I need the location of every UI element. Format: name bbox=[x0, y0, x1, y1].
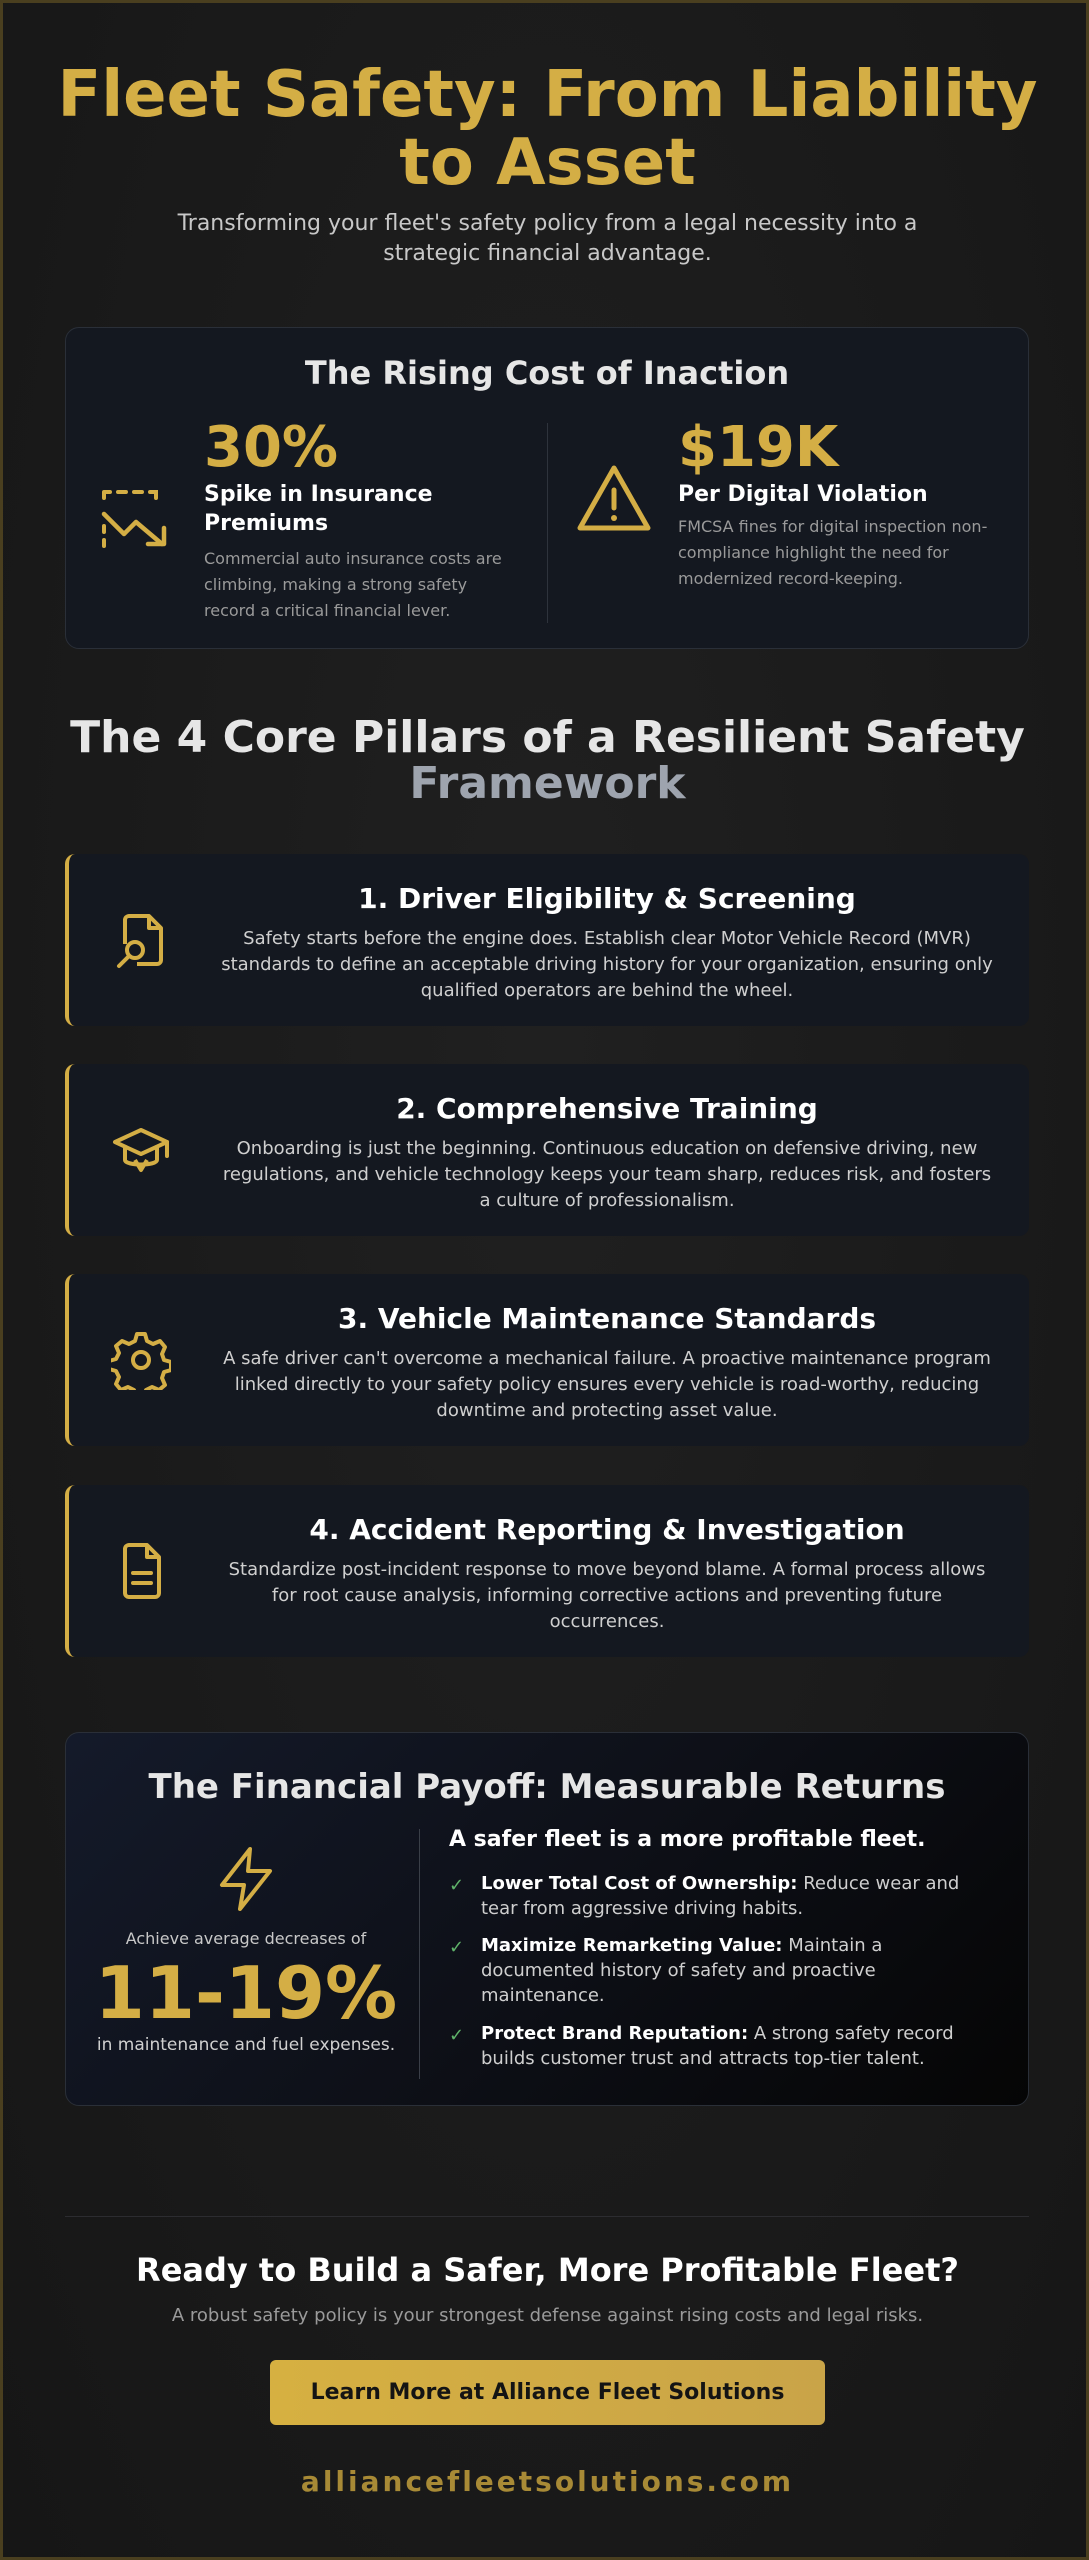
benefit-text-line2: documented history of safety and proactive bbox=[481, 1960, 876, 1981]
pillar-title: 3. Vehicle Maintenance Standards bbox=[337, 1302, 877, 1335]
pillar-desc bbox=[217, 1557, 997, 1635]
benefit-item bbox=[449, 2021, 989, 2071]
graduation-cap-icon bbox=[111, 1120, 171, 1180]
file-search-icon bbox=[111, 910, 171, 970]
benefit-bold: Lower Total Cost of Ownership: bbox=[481, 1873, 798, 1894]
stat-desc-insurance-line1: Commercial auto insurance costs are bbox=[204, 549, 502, 568]
stat-label-insurance bbox=[204, 480, 433, 538]
pillar-desc-line1: Standardize post-incident response to move beyond blame. A formal process allows bbox=[228, 1559, 986, 1580]
hero-title bbox=[43, 58, 1052, 200]
benefit-text-line3: maintenance. bbox=[481, 1985, 605, 2006]
pillar-desc-line3: qualified operators are behind the wheel. bbox=[420, 980, 794, 1001]
benefit-text-line1: A strong safety record bbox=[748, 2023, 954, 2044]
pillar-maintenance bbox=[65, 1274, 1029, 1446]
stat-label-violation: Per Digital Violation bbox=[678, 482, 928, 507]
pillar-title: 2. Comprehensive Training bbox=[396, 1092, 818, 1125]
pillars-title-line2: Framework bbox=[409, 758, 686, 809]
pillar-desc bbox=[217, 1346, 997, 1424]
cta-subtitle: A robust safety policy is your strongest defense against rising costs and legal risks. bbox=[171, 2305, 924, 2326]
pillar-desc-line2: standards to define an acceptable driving history for your organization, ensuring only bbox=[221, 954, 993, 975]
cost-of-inaction-card bbox=[65, 327, 1029, 649]
stat-desc-insurance bbox=[204, 546, 502, 624]
pillars-title bbox=[43, 712, 1052, 809]
benefit-text-line2: builds customer trust and attracts top-tier talent. bbox=[481, 2048, 925, 2069]
pillar-desc-line1: Safety starts before the engine does. Establish clear Motor Vehicle Record (MVR) bbox=[243, 928, 971, 949]
financial-payoff-card bbox=[65, 1732, 1029, 2106]
stat-value-insurance: 30% bbox=[204, 415, 339, 480]
stat-label-insurance-line2: Premiums bbox=[204, 511, 329, 536]
benefit-text-line2: tear from aggressive driving habits. bbox=[481, 1898, 804, 1919]
stat-value-violation: $19K bbox=[678, 415, 839, 480]
payoff-headline: A safer fleet is a more profitable fleet. bbox=[449, 1827, 926, 1852]
pillars-title-line1: The 4 Core Pillars of a Resilient Safety bbox=[70, 712, 1025, 763]
payoff-title: The Financial Payoff: Measurable Returns bbox=[148, 1767, 946, 1807]
benefit-text-line1: Maintain a bbox=[782, 1935, 883, 1956]
check-icon: ✓ bbox=[449, 1937, 465, 1958]
pillar-desc bbox=[217, 1136, 997, 1214]
payoff-percentage: 11-19% bbox=[94, 1951, 398, 2035]
pillar-accident-reporting bbox=[65, 1485, 1029, 1657]
cost-divider bbox=[547, 423, 548, 623]
pillar-training bbox=[65, 1064, 1029, 1236]
pillar-desc-line3: a culture of professionalism. bbox=[479, 1190, 735, 1211]
stat-desc-insurance-line3: record a critical financial lever. bbox=[204, 601, 451, 620]
pillar-desc-line2: linked directly to your safety policy ensures every vehicle is road-worthy, reducing bbox=[234, 1374, 980, 1395]
cost-title: The Rising Cost of Inaction bbox=[304, 354, 790, 392]
hero-title-line2: to Asset bbox=[399, 126, 696, 200]
learn-more-button[interactable]: Learn More at Alliance Fleet Solutions bbox=[270, 2360, 825, 2425]
payoff-caption: in maintenance and fuel expenses. bbox=[96, 2035, 396, 2055]
lightning-bolt-icon bbox=[210, 1843, 282, 1915]
pillar-desc-line1: Onboarding is just the beginning. Continuous education on defensive driving, new bbox=[236, 1138, 978, 1159]
website-domain[interactable]: alliancefleetsolutions.com bbox=[300, 2465, 795, 2498]
benefit-bold: Protect Brand Reputation: bbox=[481, 2023, 749, 2044]
cta-title: Ready to Build a Safer, More Profitable Fleet? bbox=[136, 2251, 959, 2289]
hero-title-line1: Fleet Safety: From Liability bbox=[57, 58, 1038, 132]
pillar-title: 1. Driver Eligibility & Screening bbox=[358, 882, 856, 915]
cta-divider bbox=[65, 2216, 1029, 2217]
hero-subtitle bbox=[143, 209, 952, 269]
pillar-desc-line3: downtime and protecting asset value. bbox=[436, 1400, 778, 1421]
stat-label-insurance-line1: Spike in Insurance bbox=[204, 482, 433, 507]
payoff-achieve-text: Achieve average decreases of bbox=[125, 1929, 367, 1948]
stat-desc-violation-line2: compliance highlight the need for bbox=[678, 543, 949, 562]
stat-desc-violation-line3: modernized record-keeping. bbox=[678, 569, 903, 588]
stat-desc-violation-line1: FMCSA fines for digital inspection non- bbox=[678, 517, 988, 536]
pillar-desc-line3: occurrences. bbox=[549, 1611, 665, 1632]
pillar-desc-line2: regulations, and vehicle technology keeps your team sharp, reduces risk, and fosters bbox=[222, 1164, 992, 1185]
hero-subtitle-line1: Transforming your fleet's safety policy from a legal necessity into a bbox=[177, 211, 918, 236]
hero-subtitle-line2: strategic financial advantage. bbox=[383, 241, 712, 266]
check-icon: ✓ bbox=[449, 2025, 465, 2046]
benefit-bold: Maximize Remarketing Value: bbox=[481, 1935, 783, 1956]
payoff-divider bbox=[419, 1829, 420, 2079]
pillar-desc bbox=[217, 926, 997, 1004]
trending-down-icon bbox=[98, 478, 178, 558]
pillar-driver-eligibility bbox=[65, 854, 1029, 1026]
warning-triangle-icon bbox=[574, 460, 654, 540]
pillar-desc-line1: A safe driver can't overcome a mechanical failure. A proactive maintenance program bbox=[223, 1348, 991, 1369]
check-icon: ✓ bbox=[449, 1875, 465, 1896]
document-icon bbox=[111, 1541, 171, 1601]
stat-desc-insurance-line2: climbing, making a strong safety bbox=[204, 575, 468, 594]
benefit-item bbox=[449, 1871, 989, 1921]
benefit-item bbox=[449, 1933, 989, 2008]
benefit-text-line1: Reduce wear and bbox=[797, 1873, 960, 1894]
pillar-title: 4. Accident Reporting & Investigation bbox=[309, 1513, 905, 1546]
gear-icon bbox=[111, 1330, 171, 1390]
stat-desc-violation bbox=[678, 514, 987, 592]
pillar-desc-line2: for root cause analysis, informing corrective actions and preventing future bbox=[271, 1585, 943, 1606]
